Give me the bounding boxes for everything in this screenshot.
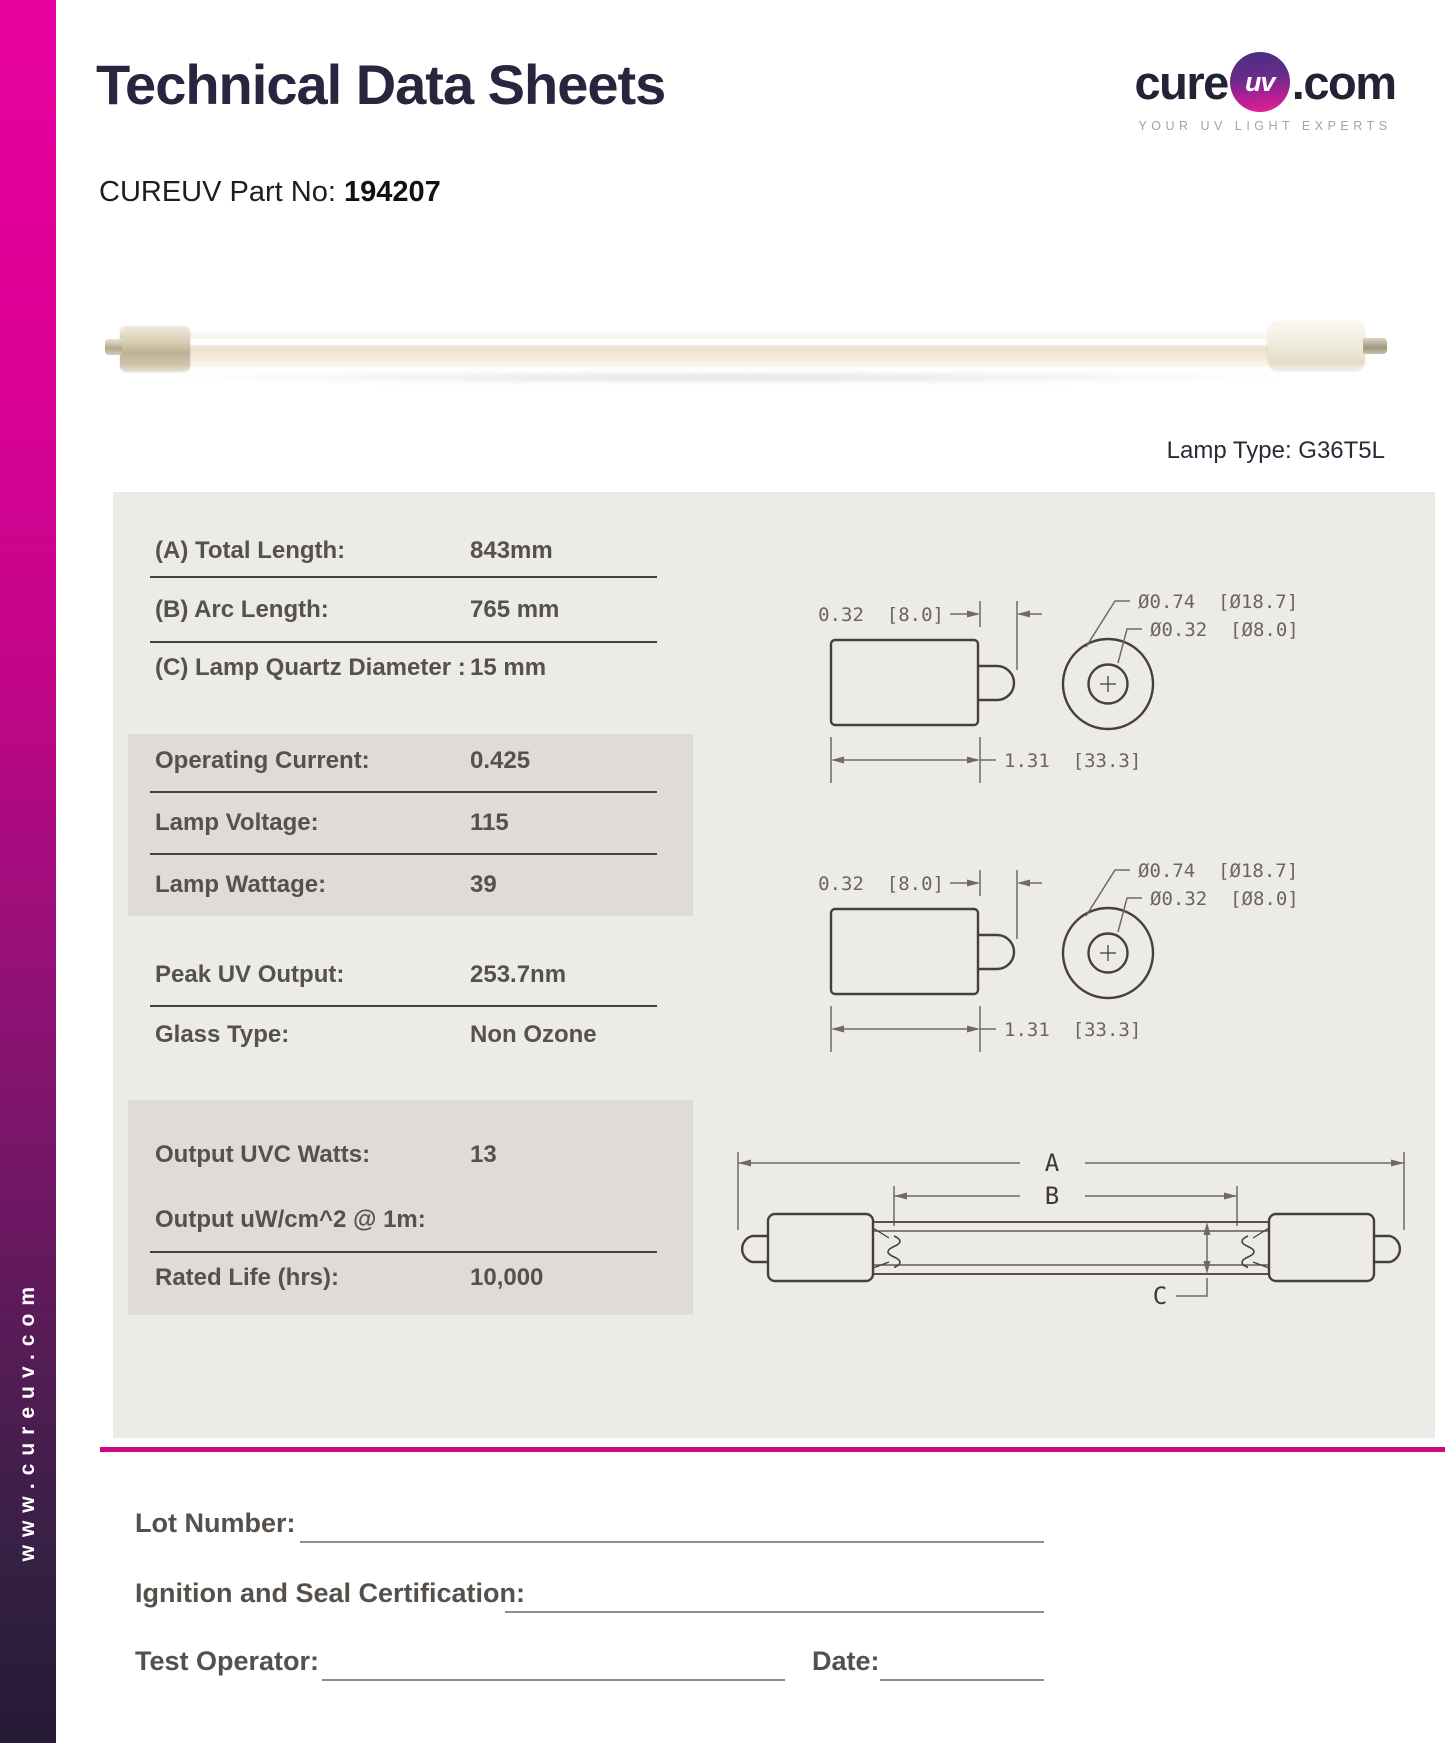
spec-label: Operating Current: [155, 747, 370, 774]
spec-row [155, 1021, 685, 1053]
spec-value: 765 mm [470, 596, 560, 623]
test-operator-blank [322, 1679, 785, 1681]
lamp-photo-left-cap [120, 326, 190, 371]
lamp-photo-right-cap [1268, 321, 1365, 370]
dim-pin-diameter: Ø0.32 [Ø8.0] [1150, 888, 1299, 910]
spec-value: 39 [470, 871, 497, 898]
spec-value: 0.425 [470, 747, 531, 774]
dim-pin-length: 0.32 [8.0] [818, 873, 944, 895]
lamp-photo-shadow [150, 371, 1300, 384]
spec-label: (A) Total Length: [155, 537, 346, 564]
lamp-drawing [738, 1149, 1404, 1310]
part-number-value: 194207 [343, 176, 441, 208]
lamp-photo-tube [188, 330, 1270, 367]
spec-label: Output UVC Watts: [155, 1141, 371, 1168]
row-divider [150, 576, 657, 578]
dim-cap-diameter: Ø0.74 [Ø18.7] [1138, 591, 1299, 613]
logo-uv-text: uv [1245, 66, 1275, 97]
lamp-photo-left-pin [105, 339, 122, 355]
accent-divider [100, 1447, 1445, 1452]
logo-tagline: YOUR UV LIGHT EXPERTS [1138, 119, 1392, 133]
spec-value: 843mm [470, 537, 553, 564]
lamp-type-label: Lamp Type: [1166, 437, 1299, 464]
spec-value: Non Ozone [470, 1021, 597, 1048]
row-divider [150, 1251, 657, 1253]
lamp-type-value: G36T5L [1298, 437, 1385, 464]
spec-row [155, 596, 685, 628]
lamp-type-caption [1167, 437, 1385, 465]
row-divider [150, 791, 657, 793]
spec-label: Output uW/cm^2 @ 1m: [155, 1206, 426, 1233]
spec-label: Glass Type: [155, 1021, 290, 1048]
logo [1130, 52, 1400, 133]
spec-row [155, 809, 685, 841]
ignition-certification-blank [505, 1611, 1044, 1613]
part-number-line [99, 176, 441, 209]
logo-wordmark [1130, 52, 1400, 112]
cap-drawing-2 [818, 860, 1299, 1052]
page-title: Technical Data Sheets [96, 53, 666, 116]
spec-label: Peak UV Output: [155, 961, 345, 988]
spec-row [155, 1206, 685, 1238]
row-divider [150, 1005, 657, 1007]
cap-drawing-1 [818, 591, 1299, 783]
spec-label: Lamp Wattage: [155, 871, 327, 898]
part-number-label: CUREUV Part No: [99, 176, 344, 208]
technical-drawings [700, 560, 1445, 1330]
dim-a-label: A [1044, 1149, 1060, 1177]
sidebar-url [0, 1160, 56, 1680]
logo-cure-text: cure [1134, 55, 1228, 109]
spec-row [155, 961, 685, 993]
spec-row [155, 1264, 685, 1296]
spec-row [155, 747, 685, 779]
row-divider [150, 641, 657, 643]
spec-value: 13 [470, 1141, 497, 1168]
row-divider [150, 853, 657, 855]
dim-b-label: B [1044, 1182, 1060, 1210]
spec-row [155, 1141, 685, 1173]
dim-c-label: C [1152, 1282, 1168, 1310]
dim-cap-length: 1.31 [33.3] [1004, 1019, 1142, 1041]
spec-label: Rated Life (hrs): [155, 1264, 340, 1291]
lot-number-blank [300, 1541, 1044, 1543]
spec-label: (C) Lamp Quartz Diameter : [155, 654, 466, 681]
lamp-photo-right-pin [1363, 338, 1387, 354]
dim-cap-length: 1.31 [33.3] [1004, 750, 1142, 772]
ignition-certification-label: Ignition and Seal Certification: [135, 1578, 526, 1608]
spec-row [155, 654, 685, 686]
dim-pin-diameter: Ø0.32 [Ø8.0] [1150, 619, 1299, 641]
spec-value: 15 mm [470, 654, 547, 681]
spec-label: Lamp Voltage: [155, 809, 319, 836]
date-blank [880, 1679, 1044, 1681]
logo-com-text: .com [1291, 55, 1396, 109]
dim-pin-length: 0.32 [8.0] [818, 604, 944, 626]
sidebar [0, 0, 56, 1743]
spec-value: 253.7nm [470, 961, 567, 988]
date-label: Date: [812, 1646, 880, 1676]
lot-number-label: Lot Number: [135, 1508, 296, 1538]
spec-value: 115 [470, 809, 509, 836]
dim-cap-diameter: Ø0.74 [Ø18.7] [1138, 860, 1299, 882]
spec-value: 10,000 [470, 1264, 544, 1291]
spec-row [155, 871, 685, 903]
test-operator-label: Test Operator: [135, 1646, 320, 1676]
spec-label: (B) Arc Length: [155, 596, 329, 623]
sidebar-url-text: www.cureuv.com [16, 1278, 39, 1562]
logo-uv-badge-icon [1230, 52, 1290, 112]
spec-row [155, 537, 685, 569]
